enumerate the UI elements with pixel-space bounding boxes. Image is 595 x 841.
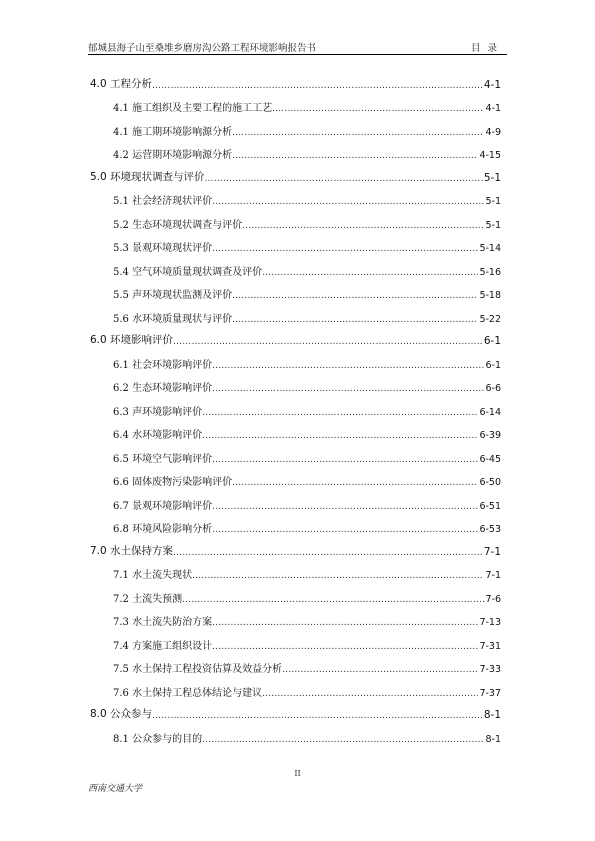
toc-entry-page: 5-18 — [479, 290, 501, 301]
dot-leader — [272, 104, 484, 116]
toc-section-entry[interactable] — [90, 349, 501, 373]
toc-entry-page: 6-45 — [479, 453, 501, 465]
toc-entry-title: 7.2 土流失预测 — [113, 593, 183, 605]
toc-entry-page: 5-14 — [479, 243, 501, 254]
dot-leader — [212, 502, 478, 514]
toc-section-entry[interactable] — [90, 93, 501, 117]
toc-entry-title: 5.2 生态环境现状调查与评价 — [113, 219, 243, 231]
toc-entry-page: 6-14 — [479, 406, 501, 418]
toc-entry-title: 4.0 工程分析 — [90, 77, 153, 90]
toc-entry-page: 6-39 — [479, 430, 501, 441]
dot-leader — [262, 268, 478, 280]
dot-leader — [232, 128, 484, 140]
toc-section-entry[interactable] — [90, 467, 501, 491]
toc-section-entry[interactable] — [90, 443, 501, 467]
dot-leader — [242, 221, 484, 233]
footer-institution: 西南交通大学 — [88, 784, 143, 794]
toc-entry-page: 4-9 — [485, 126, 501, 138]
toc-entry-title: 4.1 施工组织及主要工程的施工工艺 — [113, 103, 273, 114]
toc-entry-page: 6-50 — [479, 477, 501, 488]
toc-entry-page: 5-1 — [485, 196, 501, 207]
toc-section-entry[interactable] — [90, 140, 501, 164]
toc-entry-page: 4-1 — [483, 78, 501, 91]
toc-entry-title: 7.3 水土流失防治方案 — [113, 617, 213, 628]
toc-section-entry[interactable] — [90, 373, 501, 397]
dot-leader — [212, 618, 478, 630]
toc-entry-title: 6.7 景观环境影响评价 — [113, 500, 213, 512]
toc-entry-page: 8-1 — [483, 709, 501, 721]
toc-entry-title: 5.5 声环境现状监测及评价 — [113, 290, 233, 301]
dot-leader — [152, 81, 483, 93]
toc-section-entry[interactable] — [90, 490, 501, 514]
toc-entry-page: 7-33 — [479, 664, 501, 675]
toc-entry-page: 5-22 — [479, 313, 501, 325]
toc-section-entry[interactable] — [90, 583, 501, 607]
toc-section-entry[interactable] — [90, 654, 501, 678]
toc-entry-page: 7-13 — [479, 617, 501, 628]
toc-chapter-entry[interactable] — [90, 327, 501, 350]
toc-entry-page: 6-51 — [479, 500, 501, 512]
toc-entry-title: 5.0 环境现状调查与评价 — [90, 170, 205, 183]
toc-entry-page: 5-1 — [485, 219, 501, 231]
toc-section-entry[interactable] — [90, 256, 501, 280]
page-header — [88, 36, 507, 55]
toc-entry-title: 7.4 方案施工组织设计 — [113, 640, 213, 652]
toc-section-entry[interactable] — [90, 560, 501, 584]
toc-chapter-entry[interactable] — [90, 701, 501, 724]
dot-leader — [173, 337, 483, 349]
dot-leader — [192, 571, 484, 583]
toc-entry-title: 6.8 环境风险影响分析 — [113, 524, 213, 535]
toc-entry-page: 7-1 — [483, 545, 501, 558]
document-title: 郁城县海子山至桑堆乡磨房沟公路工程环境影响报告书 — [88, 43, 317, 54]
toc-section-entry[interactable] — [90, 209, 501, 233]
dot-leader — [212, 455, 478, 467]
toc-section-entry[interactable] — [90, 514, 501, 538]
dot-leader — [262, 689, 478, 701]
toc-section-entry[interactable] — [90, 396, 501, 420]
section-label: 目 录 — [470, 43, 499, 54]
toc-entry-title: 6.1 社会环境影响评价 — [113, 359, 213, 371]
toc-entry-page: 7-6 — [485, 593, 501, 605]
toc-entry-title: 6.2 生态环境影响评价 — [113, 383, 213, 394]
toc-entry-page: 6-6 — [485, 383, 501, 394]
table-of-contents — [90, 70, 501, 747]
toc-section-entry[interactable] — [90, 630, 501, 654]
toc-entry-page: 7-37 — [479, 687, 501, 699]
dot-leader — [212, 197, 484, 209]
toc-chapter-entry[interactable] — [90, 163, 501, 186]
toc-entry-title: 5.3 景观环境现状评价 — [113, 243, 213, 254]
toc-section-entry[interactable] — [90, 677, 501, 701]
toc-chapter-entry[interactable] — [90, 537, 501, 560]
toc-entry-title: 6.5 环境空气影响评价 — [113, 453, 213, 465]
toc-section-entry[interactable] — [90, 607, 501, 631]
dot-leader — [182, 595, 484, 607]
toc-section-entry[interactable] — [90, 233, 501, 257]
dot-leader — [232, 315, 478, 327]
toc-entry-title: 7.6 水土保持工程总体结论与建议 — [113, 687, 263, 699]
dot-leader — [152, 711, 483, 723]
toc-entry-page: 6-1 — [485, 359, 501, 371]
toc-chapter-entry[interactable] — [90, 70, 501, 93]
toc-entry-title: 5.4 空气环境质量现状调查及评价 — [113, 266, 263, 278]
dot-leader — [282, 665, 478, 677]
toc-section-entry[interactable] — [90, 303, 501, 327]
toc-section-entry[interactable] — [90, 723, 501, 747]
toc-entry-page: 5-1 — [483, 171, 501, 184]
page-number: II — [294, 769, 301, 778]
toc-entry-title: 6.3 声环境影响评价 — [113, 406, 203, 418]
dot-leader — [173, 548, 483, 560]
dot-leader — [202, 735, 484, 747]
toc-entry-page: 4-15 — [479, 150, 501, 161]
toc-entry-title: 4.2 运营期环境影响源分析 — [113, 150, 233, 161]
dot-leader — [212, 525, 478, 537]
toc-section-entry[interactable] — [90, 116, 501, 140]
toc-entry-page: 6-53 — [479, 524, 501, 535]
dot-leader — [212, 361, 484, 373]
toc-section-entry[interactable] — [90, 420, 501, 444]
toc-entry-title: 8.0 公众参与 — [90, 708, 153, 720]
dot-leader — [232, 151, 478, 163]
toc-entry-title: 6.6 固体废物污染影响评价 — [113, 477, 233, 488]
dot-leader — [202, 431, 478, 443]
toc-entry-page: 5-16 — [479, 266, 501, 278]
dot-leader — [232, 291, 478, 303]
toc-entry-page: 7-31 — [479, 640, 501, 652]
toc-entry-title: 7.5 水土保持工程投资估算及效益分析 — [113, 664, 283, 675]
toc-entry-title: 5.1 社会经济现状评价 — [113, 196, 213, 207]
toc-entry-page: 7-1 — [485, 570, 501, 581]
toc-entry-title: 4.1 施工期环境影响源分析 — [113, 126, 233, 138]
toc-entry-page: 6-1 — [483, 335, 501, 347]
toc-entry-title: 7.0 水土保持方案 — [90, 544, 174, 557]
dot-leader — [205, 174, 483, 186]
dot-leader — [232, 478, 478, 490]
dot-leader — [212, 642, 478, 654]
toc-section-entry[interactable] — [90, 186, 501, 210]
toc-entry-title: 5.6 水环境质量现状与评价 — [113, 313, 233, 325]
toc-entry-title: 8.1 公众参与的目的 — [113, 733, 203, 745]
dot-leader — [212, 244, 478, 256]
toc-entry-title: 6.0 环境影响评价 — [90, 334, 174, 346]
toc-entry-page: 4-1 — [485, 103, 501, 114]
toc-entry-title: 6.4 水环境影响评价 — [113, 430, 203, 441]
toc-entry-page: 8-1 — [485, 733, 501, 745]
dot-leader — [212, 384, 484, 396]
toc-entry-title: 7.1 水土流失现状 — [113, 570, 193, 581]
toc-section-entry[interactable] — [90, 280, 501, 304]
dot-leader — [202, 408, 478, 420]
